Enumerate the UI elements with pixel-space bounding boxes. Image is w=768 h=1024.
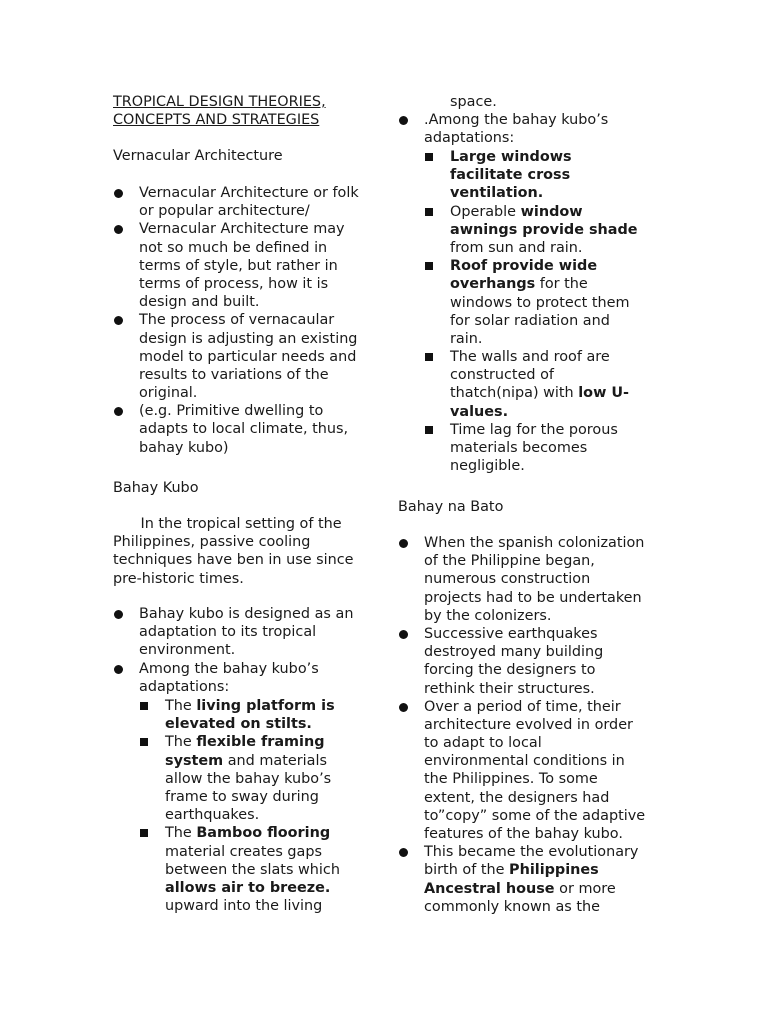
bullet-line	[450, 421, 638, 439]
text: birth of the	[424, 862, 510, 879]
text: not so much be defined in	[139, 239, 328, 256]
text: bahay kubo)	[139, 439, 229, 456]
bullet-line	[165, 824, 340, 842]
text: windows to protect them	[450, 294, 630, 311]
bullet-item	[398, 843, 660, 916]
text: from sun and rain.	[450, 239, 583, 256]
bullet-line	[165, 861, 340, 879]
bold-text: allows air to breeze.	[165, 879, 331, 896]
bahay-na-bato-bullet-list	[398, 534, 660, 916]
text: between the slats which	[165, 861, 340, 878]
bullet-line	[139, 348, 378, 366]
bullet-line	[424, 680, 660, 698]
bullet-item	[424, 257, 638, 348]
text: to adapt to local	[424, 735, 542, 752]
bullet-line	[165, 879, 340, 897]
bullet-line	[424, 843, 660, 861]
bullet-item	[113, 184, 378, 220]
bullet-line	[139, 641, 378, 659]
bullet-dot-icon	[114, 407, 123, 416]
text: The	[165, 698, 197, 714]
text: rethink their structures.	[424, 680, 595, 697]
bullet-line	[139, 402, 378, 420]
bullet-line	[450, 257, 638, 275]
bullet-dot-icon	[399, 630, 408, 639]
text: projects had to be undertaken	[424, 589, 642, 606]
text: adaptations:	[139, 678, 230, 695]
bullet-line	[450, 330, 638, 348]
bold-text: Philippines	[509, 862, 599, 879]
bold-text: flexible framing	[196, 734, 325, 751]
heading-bahay-kubo: Bahay Kubo	[113, 480, 199, 496]
bullet-line	[139, 239, 378, 257]
bullet-line	[139, 420, 378, 438]
bullet-item	[139, 824, 340, 915]
text: numerous construction	[424, 571, 591, 588]
text: architecture evolved in order	[424, 716, 633, 733]
adaptations-bullet-list	[398, 111, 660, 147]
heading-vernacular-architecture: Vernacular Architecture	[113, 148, 283, 164]
text: This became the evolutionary	[424, 844, 639, 861]
bullet-line	[424, 643, 660, 661]
bullet-line	[139, 678, 378, 696]
bullet-line	[450, 275, 638, 293]
bullet-line	[450, 221, 638, 239]
bullet-line	[450, 203, 638, 221]
text: The walls and roof are	[450, 349, 610, 366]
text: constructed of	[450, 367, 555, 384]
bold-text: overhangs	[450, 276, 536, 293]
text: terms of style, but rather in	[139, 257, 338, 274]
text: features of the bahay kubo.	[424, 826, 623, 842]
bullet-line	[424, 861, 660, 879]
text: for the	[535, 276, 588, 293]
title-line: TROPICAL DESIGN THEORIES,	[113, 94, 326, 110]
text: and materials	[223, 752, 327, 769]
bullet-item	[398, 698, 660, 844]
square-bullet-icon	[140, 702, 148, 710]
text: allow the bahay kubo’s	[165, 770, 332, 787]
bullet-line	[139, 311, 378, 329]
bullet-line	[424, 570, 660, 588]
bullet-dot-icon	[114, 665, 123, 674]
bold-text: living platform is	[196, 698, 335, 714]
bold-text: Bamboo flooring	[196, 825, 331, 842]
text: terms of process, how it is	[139, 275, 329, 292]
text: .Among the bahay kubo’s	[424, 112, 609, 128]
vernacular-bullet-list	[113, 184, 378, 457]
bullet-line	[450, 294, 638, 312]
bullet-line	[424, 716, 660, 734]
bullet-item	[139, 733, 340, 824]
bullet-line	[165, 715, 340, 733]
paragraph-line: In the tropical setting of the	[113, 516, 342, 532]
bold-text: Roof provide wide	[450, 258, 598, 275]
bullet-line	[424, 552, 660, 570]
text: The	[165, 825, 197, 842]
bullet-line	[424, 129, 660, 147]
bullet-line	[139, 623, 378, 641]
bold-text: Ancestral house	[424, 880, 555, 897]
text: for solar radiation and	[450, 312, 610, 329]
square-bullet-icon	[425, 426, 433, 434]
bullet-line	[424, 789, 660, 807]
text: model to particular needs and	[139, 348, 357, 365]
bullet-line	[424, 825, 660, 843]
bullet-line	[165, 806, 340, 824]
bullet-line	[450, 348, 638, 366]
bullet-line	[424, 880, 660, 898]
bullet-line	[139, 366, 378, 384]
bullet-line	[424, 661, 660, 679]
bullet-line	[165, 843, 340, 861]
bullet-item	[424, 148, 638, 203]
text: original.	[139, 385, 198, 402]
bullet-line	[139, 257, 378, 275]
bullet-line	[450, 403, 638, 421]
text: of the Philippine began,	[424, 553, 595, 570]
square-bullet-icon	[140, 829, 148, 837]
text: Among the bahay kubo’s	[139, 660, 319, 677]
bullet-line	[139, 330, 378, 348]
bullet-line	[139, 384, 378, 402]
bahay-kubo-intro-paragraph	[113, 515, 354, 588]
bold-text: system	[165, 752, 224, 769]
bullet-dot-icon	[399, 539, 408, 548]
text: environment.	[139, 642, 236, 659]
text: upward into the living	[165, 898, 323, 915]
bullet-line	[450, 366, 638, 384]
text: materials becomes	[450, 440, 588, 456]
text: Time lag for the porous	[450, 421, 618, 438]
bullet-line	[450, 184, 638, 202]
bullet-line	[424, 625, 660, 643]
bullet-dot-icon	[399, 703, 408, 712]
text: or popular architecture/	[139, 203, 310, 220]
bullet-line	[450, 148, 638, 166]
text: Vernacular Architecture may	[139, 221, 345, 238]
paragraph-line: pre-historic times.	[113, 570, 244, 587]
text: adaptation to its tropical	[139, 624, 317, 641]
square-bullet-icon	[140, 738, 148, 746]
bold-text: ventilation.	[450, 185, 544, 202]
text: The	[165, 734, 197, 751]
square-bullet-icon	[425, 153, 433, 161]
title-line: CONCEPTS AND STRATEGIES	[113, 112, 320, 129]
text: to”copy” some of the adaptive	[424, 807, 646, 824]
bullet-item	[113, 660, 378, 696]
square-bullet-icon	[425, 353, 433, 361]
bullet-line	[165, 752, 340, 770]
document-title	[113, 93, 326, 129]
bullet-line	[139, 275, 378, 293]
bullet-line	[424, 770, 660, 788]
text: environmental conditions in	[424, 753, 625, 770]
text: destroyed many building	[424, 644, 604, 661]
text: design is adjusting an existing	[139, 330, 358, 347]
text: Vernacular Architecture or folk	[139, 185, 359, 201]
bullet-dot-icon	[114, 189, 123, 198]
bullet-dot-icon	[114, 225, 123, 234]
text: by the colonizers.	[424, 607, 552, 624]
bullet-item	[398, 625, 660, 698]
text: material creates gaps	[165, 843, 322, 860]
bullet-line	[165, 770, 340, 788]
bold-text: facilitate cross	[450, 167, 571, 184]
text: (e.g. Primitive dwelling to	[139, 403, 324, 420]
bullet-line	[450, 166, 638, 184]
bullet-item	[398, 111, 660, 147]
bullet-line	[424, 734, 660, 752]
bullet-line	[165, 697, 340, 715]
bold-text: window	[520, 203, 583, 220]
text: or more	[554, 880, 616, 897]
adaptations-sublist	[398, 148, 638, 475]
bullet-line	[450, 457, 638, 475]
text: adaptations:	[424, 130, 515, 147]
text: forcing the designers to	[424, 662, 596, 679]
heading-bahay-na-bato: Bahay na Bato	[398, 499, 504, 515]
bullet-line	[165, 788, 340, 806]
bullet-line	[450, 384, 638, 402]
bahay-kubo-bullet-list	[113, 605, 378, 696]
square-bullet-icon	[425, 262, 433, 270]
bullet-line	[165, 733, 340, 751]
bahay-kubo-adaptations-sublist	[113, 697, 340, 915]
text: the Philippines. To some	[424, 771, 598, 788]
bold-text: Large windows	[450, 149, 572, 165]
bullet-line	[424, 589, 660, 607]
text: commonly known as the	[424, 898, 600, 915]
bullet-item	[398, 534, 660, 625]
bullet-item	[424, 203, 638, 258]
bullet-dot-icon	[399, 848, 408, 857]
bullet-line	[139, 220, 378, 238]
text: earthquakes.	[165, 807, 260, 824]
bullet-line	[424, 752, 660, 770]
paragraph-line: techniques have ben in use since	[113, 552, 354, 569]
text: Operable	[450, 203, 521, 220]
text: rain.	[450, 330, 483, 347]
text: results to variations of the	[139, 366, 329, 383]
bullet-item	[424, 348, 638, 421]
bullet-dot-icon	[399, 116, 408, 125]
bold-text: awnings provide shade	[450, 221, 638, 238]
bold-text: elevated on stilts.	[165, 716, 312, 733]
bullet-dot-icon	[114, 316, 123, 325]
bullet-item	[424, 421, 638, 476]
bullet-line	[139, 605, 378, 623]
text: adapts to local climate, thus,	[139, 421, 349, 438]
text: design and built.	[139, 294, 260, 311]
bullet-line	[139, 293, 378, 311]
text: thatch(nipa) with	[450, 385, 579, 402]
bullet-line	[424, 807, 660, 825]
bullet-line	[424, 111, 660, 129]
text: negligible.	[450, 458, 525, 475]
paragraph-line: Philippines, passive cooling	[113, 534, 311, 551]
text: frame to sway during	[165, 788, 319, 805]
bold-text: low U-	[578, 385, 630, 402]
text: The process of vernacaular	[139, 312, 335, 329]
continued-text: space.	[450, 94, 497, 110]
bullet-line	[424, 898, 660, 916]
bullet-dot-icon	[114, 610, 123, 619]
bullet-line	[165, 897, 340, 915]
bullet-line	[450, 439, 638, 457]
bullet-line	[139, 439, 378, 457]
bullet-line	[139, 660, 378, 678]
text: When the spanish colonization	[424, 535, 645, 551]
bullet-line	[139, 202, 378, 220]
text: Over a period of time, their	[424, 698, 621, 715]
bullet-line	[450, 239, 638, 257]
bullet-line	[424, 607, 660, 625]
bold-text: values.	[450, 403, 509, 420]
bullet-line	[424, 698, 660, 716]
bullet-item	[139, 697, 340, 733]
bullet-line	[450, 312, 638, 330]
bullet-item	[113, 220, 378, 311]
bullet-item	[113, 311, 378, 402]
text: extent, the designers had	[424, 789, 610, 806]
text: Successive earthquakes	[424, 625, 598, 642]
bullet-line	[139, 184, 378, 202]
bullet-item	[113, 402, 378, 457]
bullet-item	[113, 605, 378, 660]
text: Bahay kubo is designed as an	[139, 606, 354, 622]
square-bullet-icon	[425, 208, 433, 216]
bullet-line	[424, 534, 660, 552]
